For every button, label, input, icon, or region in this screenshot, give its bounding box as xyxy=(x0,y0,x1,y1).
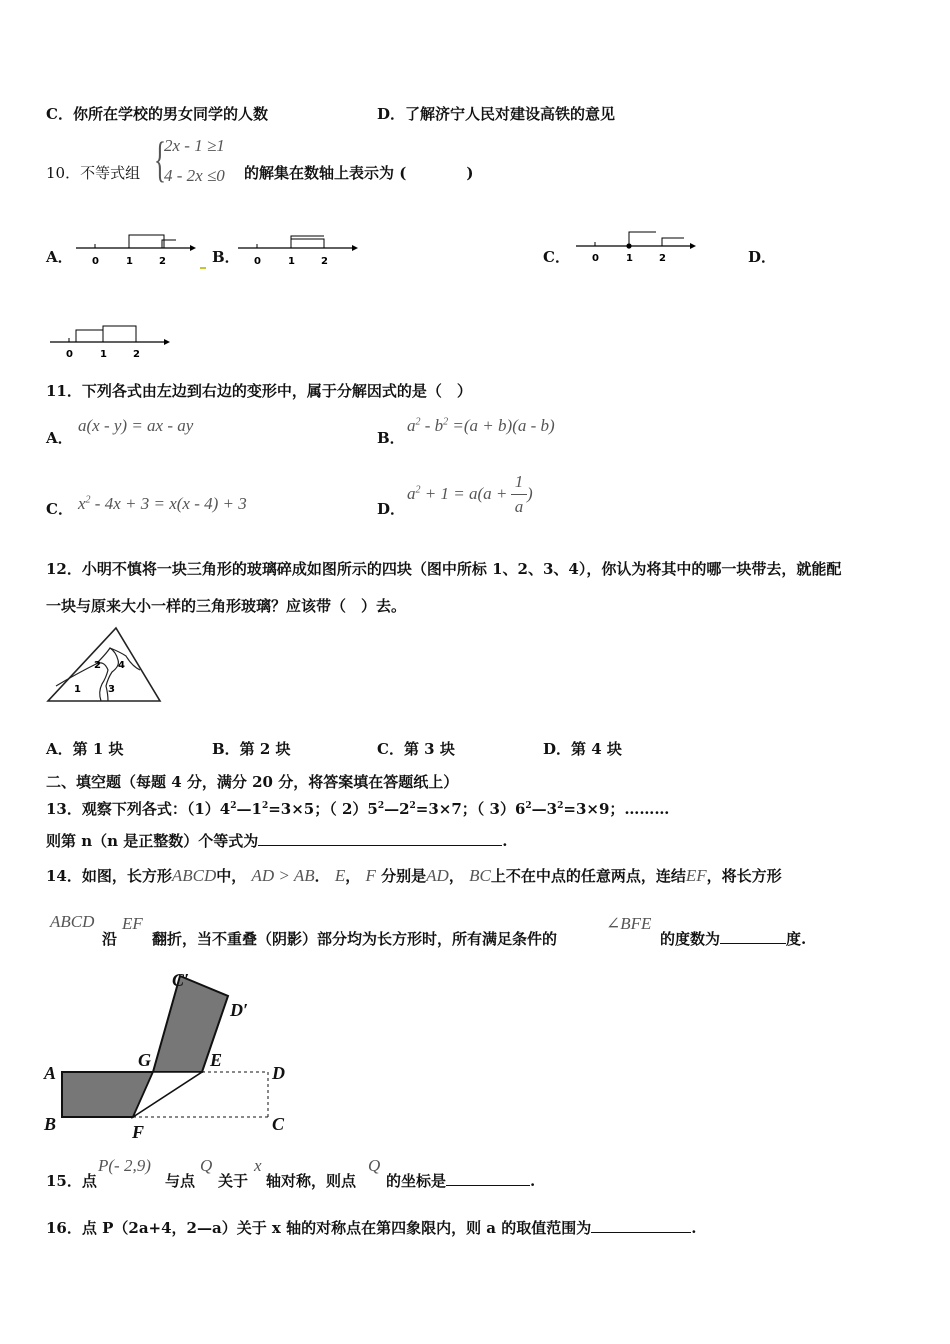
q14-angle: ∠BFE xyxy=(606,914,652,933)
q10-stem xyxy=(46,162,140,183)
b-mid: - b xyxy=(420,416,444,435)
tick-0: 0 xyxy=(66,349,73,360)
label-c: C xyxy=(272,1114,285,1134)
q14-text: 中， xyxy=(216,867,247,885)
b-sup1: 2 xyxy=(415,416,421,428)
q10-brace: { xyxy=(154,131,166,187)
q13-sup: 2 xyxy=(409,801,416,811)
q13-sup: 2 xyxy=(557,801,564,811)
q12-line-2: 一块与原来大小一样的三角形玻璃？应该带（ ）去。 xyxy=(46,597,407,615)
number-line-a xyxy=(76,228,196,268)
q15-p4: 轴对称，则点 xyxy=(266,1172,357,1190)
q14-text: 14．如图，长方形 xyxy=(46,867,172,885)
q15-p5 xyxy=(386,1170,535,1191)
q15-q: Q xyxy=(200,1156,213,1175)
q10-tail-text: 的解集在数轴上表示为 ( xyxy=(244,164,407,182)
q13-part: =3×5；（ 2）5 xyxy=(268,800,378,818)
q11-d-denominator: a xyxy=(514,497,524,516)
q14-math: AD xyxy=(426,866,449,885)
label-b: B xyxy=(44,1114,57,1134)
q10-option-a-label: A． xyxy=(46,248,73,266)
q13-line-1 xyxy=(46,798,669,819)
section-2-heading: 二、填空题（每题 4 分，满分 20 分，将答案填在答题纸上） xyxy=(46,773,459,791)
q14-math: F xyxy=(365,866,376,885)
tick-0: 0 xyxy=(92,256,99,267)
q15-p3: 关于 xyxy=(218,1172,249,1190)
tick-2: 2 xyxy=(133,349,140,360)
q14-line-2a: 沿 xyxy=(102,930,118,948)
q14-math: BC xyxy=(469,866,491,885)
q12-option-a: A．第 1 块 xyxy=(46,740,124,758)
label-f: F xyxy=(132,1122,145,1142)
d-mid: + 1 = a(a + xyxy=(420,484,508,503)
tick-2: 2 xyxy=(159,256,166,267)
q16-end: . xyxy=(691,1219,697,1237)
c-sup: 2 xyxy=(85,494,91,506)
label-a: A xyxy=(44,1063,57,1083)
folded-rectangle-figure xyxy=(40,962,300,1142)
tick-2: 2 xyxy=(321,256,328,267)
q11-d-fraction-bar xyxy=(511,494,527,495)
q13-sup: 2 xyxy=(525,801,532,811)
d-lhs: a xyxy=(407,484,416,503)
q12-option-c: C．第 3 块 xyxy=(377,740,455,758)
tick-1: 1 xyxy=(288,256,295,267)
q13-part: =3×9；……… xyxy=(563,800,670,818)
q14-line-2c xyxy=(660,928,806,949)
q9-option-c: C．你所在学校的男女同学的人数 xyxy=(46,105,268,123)
c-rhs: - 4x + 3 = x(x - 4) + 3 xyxy=(90,494,247,513)
q11-option-c-label: C． xyxy=(46,500,73,518)
b-sup2: 2 xyxy=(443,416,449,428)
q12-option-b: B．第 2 块 xyxy=(212,740,291,758)
q10-option-b-label: B． xyxy=(212,248,240,266)
q14-ef-2: EF xyxy=(122,914,143,933)
q15-q2: Q xyxy=(368,1156,381,1175)
q13-sup: 2 xyxy=(230,801,237,811)
q10-close-paren: ) xyxy=(466,164,474,182)
q11-d-close: ) xyxy=(527,484,533,503)
q11-d-numerator: 1 xyxy=(514,472,524,491)
q13-sup: 2 xyxy=(377,801,385,811)
piece-3-label: 3 xyxy=(108,684,115,695)
tick-0: 0 xyxy=(254,256,261,267)
d-sup: 2 xyxy=(415,484,421,496)
q9-option-d: D．了解济宁人民对建设高铁的意见 xyxy=(377,105,616,123)
q12-option-d: D．第 4 块 xyxy=(543,740,622,758)
q10-inequality-2: 4 - 2x ≤0 xyxy=(164,166,225,185)
piece-2-label: 2 xyxy=(94,660,101,671)
q13-line-2 xyxy=(46,830,508,851)
q15-answer-blank[interactable] xyxy=(446,1171,530,1186)
q13-part: =3×7；（ 3）6 xyxy=(415,800,526,818)
q12-line-1: 12．小明不慎将一块三角形的玻璃碎成如图所示的四块（图中所标 1、2、3、4），你认为将其中的哪一块带去，就能配 xyxy=(46,560,842,578)
tick-1: 1 xyxy=(126,256,133,267)
label-d-prime: D′ xyxy=(230,1000,249,1020)
q11-option-a-expr: a(x - y) = ax - ay xyxy=(78,416,194,435)
q15-point-p: P(- 2,9) xyxy=(98,1156,151,1175)
tick-1: 1 xyxy=(626,253,633,264)
q15-p2: 与点 xyxy=(165,1172,196,1190)
stray-mark xyxy=(200,267,206,269)
q14-text: ， xyxy=(448,867,464,885)
q13-end: . xyxy=(502,832,508,850)
q14-line-2b: 翻折，当不重叠（阴影）部分均为长方形时，所有满足条件的 xyxy=(152,930,558,948)
tick-1: 1 xyxy=(100,349,107,360)
number-line-b xyxy=(238,228,358,272)
broken-triangle-figure xyxy=(46,626,162,704)
label-g: G xyxy=(138,1050,151,1070)
q15-text: 的坐标是 xyxy=(386,1172,447,1190)
number-line-d xyxy=(50,322,170,362)
q13-part: —3 xyxy=(531,800,558,818)
q11-option-a-label: A． xyxy=(46,429,73,447)
q14-math: AD > AB xyxy=(251,866,315,885)
q15-end: . xyxy=(530,1172,536,1190)
b-rhs: =(a + b)(a - b) xyxy=(448,416,555,435)
q10-number: 10．不等式组 xyxy=(46,164,141,182)
label-e: E xyxy=(210,1050,223,1070)
q13-part: —1 xyxy=(236,800,262,818)
q14-answer-blank[interactable] xyxy=(720,929,786,944)
number-line-c xyxy=(576,226,696,266)
piece-4-label: 4 xyxy=(118,660,125,671)
q11-stem: 11．下列各式由左边到右边的变形中，属于分解因式的是（ ） xyxy=(46,382,472,400)
q14-text: ． xyxy=(314,867,330,885)
q14-text: 分别是 xyxy=(381,867,427,885)
q14-text: ， xyxy=(345,867,361,885)
q11-option-b-label: B． xyxy=(377,429,405,447)
q11-option-b-expr xyxy=(407,416,555,436)
q14-line-1 xyxy=(46,865,782,886)
q10-inequality-1: 2x - 1 ≥1 xyxy=(164,136,225,155)
tick-0: 0 xyxy=(592,253,599,264)
b-lhs: a xyxy=(407,416,416,435)
q13-line-2-text: 则第 n（n 是正整数）个等式为 xyxy=(46,832,259,850)
q15-p1: 15．点 xyxy=(46,1172,97,1190)
label-c-prime: C′ xyxy=(172,970,190,990)
q14-math: E xyxy=(334,866,346,885)
q14-math: EF xyxy=(685,866,707,885)
q10-option-c-label: C． xyxy=(543,248,570,266)
q10-tail xyxy=(244,162,473,183)
q10-option-d-label: D． xyxy=(748,248,777,266)
q13-answer-blank[interactable] xyxy=(258,831,502,846)
q16-answer-blank[interactable] xyxy=(591,1218,691,1233)
q11-option-c-expr xyxy=(78,494,247,514)
q13-part: —2 xyxy=(384,800,410,818)
q11-option-d-label: D． xyxy=(377,500,406,518)
q16-line xyxy=(46,1217,696,1238)
piece-1-label: 1 xyxy=(74,684,81,695)
q14-abcd-2: ABCD xyxy=(50,912,95,931)
q11-option-d-expr xyxy=(407,484,507,504)
q14-text: 的度数为 xyxy=(660,930,721,948)
q14-math: ABCD xyxy=(171,866,217,885)
q14-text: 度. xyxy=(786,930,807,948)
q15-x: x xyxy=(254,1156,262,1175)
tick-2: 2 xyxy=(659,253,666,264)
q13-sup: 2 xyxy=(261,801,269,811)
q13-prefix: 13．观察下列各式：（1）4 xyxy=(46,800,231,818)
q16-text: 16．点 P（2a+4，2—a）关于 x 轴的对称点在第四象限内，则 a 的取值范围为 xyxy=(46,1219,592,1237)
label-d: D xyxy=(272,1063,285,1083)
q14-text: 上不在中点的任意两点，连结 xyxy=(490,867,686,885)
q14-text: ，将长方形 xyxy=(706,867,782,885)
c-lhs: x xyxy=(78,494,86,513)
